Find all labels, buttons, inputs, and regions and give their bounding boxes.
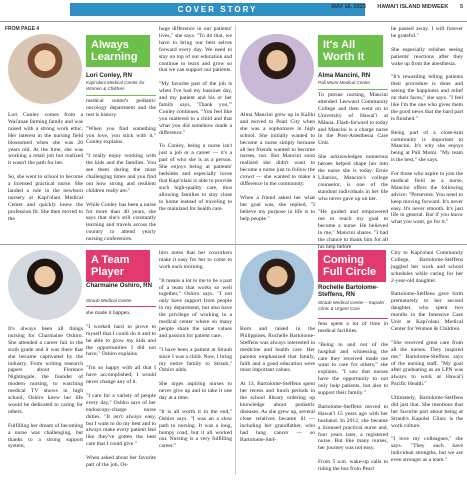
profile-2-photo [240,34,314,104]
profile-1-text-c [159,6,232,240]
profile-1-text-b [86,98,156,243]
profile-1-text-a [8,112,83,240]
profile-1-photo [8,34,82,104]
profile-3-title: A Team Player [86,250,150,282]
profile-3-text-b [86,310,156,476]
section-banner: COVER STORY [70,3,365,16]
profile-3-body: It's always been all things nursing for Charmaine Oshiro. She attended a career fair in the sixth grade and it was there that she became captivated by the industry. From writing research papers about Florence Nightingale, the founder of modern nursing, to watching medical TV shows in high school, Oshiro knew her life would be dedicated to caring for others. Fulfilling her dream of becoming a nurse was challenging, but thanks to a strong support system, [8,326,83,450]
profile-4-body: City to Kapi'olani Community College, Bartolome-Steffens juggled her work and school schedules while caring for her 2-year-old daughter. Bartolome-Steffens gave birth prematurely to her second daughter, who spent two months in the Intensive Care Unit at Kapi'olani Medical Center for Women & Children. "She received great care from all the nurses. They inspired me," Bartolome-Steffens says of the nursing staff. "My goal after graduating as an LPN was always to work at Hawai'i Pacific Health." Ultimately, Bartolome-Steffens did just that. She mentions that her favorite part about being at Straub's Kapolei Clinic is the work culture. "I love my colleagues," she says. "They each have individual strengths, but we are even stronger as a team." [391,250,463,464]
profile-4-rule [318,318,388,319]
profile-1-rule [86,95,156,96]
profile-3-text-a [8,326,83,476]
profile-3-role: Straub Medical Center [86,298,132,303]
paper-name: HAWAI'I ISLAND MIDWEEK [377,4,449,10]
profile-2-text-c [391,26,463,240]
profile-3-body: she made it happen. "I worked hard to prove to myself that I could do it and to be able to grow my kids and the opportunities I did not have," Oshiro explains. "I'm so happy with all that I have accomplished; I would never change any of it. "I care for a variety of people every day," Oshiro says of her endoscopy-charge nurse duties. "It isn't always easy, but I want to do my best and to always make every patient feel like they've gotten the best care that I could give." When asked about her favorite part of the job, Os- [86,310,156,468]
profile-2-body: he passed away. I will forever be grateful." She especially relishes seeing patients' reactions after they wake up from the anesthesia. "It's rewarding telling patients their procedure is done and seeing the happiness and relief on their faces," she says. "I feel like I'm the one who gives them the good news that the hard part is finished." Being part of a close-knit community is important to Mancini. It's why she enjoys being at Pali Momi. "My team is the best," she says. For those who aspire to join the medical field as a nurse, Mancini offers the following advice: "Persevere. You need to keep moving forward. It's never easy. It's never smooth. It's just life in general. But if you know what you want, go for it." [391,26,463,226]
profile-2-role: Pali Momi Medical Center [318,80,371,85]
profile-2-text-b [318,92,388,250]
profile-3-text-c [159,250,232,476]
profile-1-role: Kapi'olani Medical Center for Women & Children [86,80,145,91]
from-page-label: FROM PAGE 4 [5,26,40,32]
profile-4-role: Straub Medical Center – Kapolei Clinic & Urgent Care [318,300,385,311]
page-header [0,0,467,22]
section-divider [0,244,467,245]
profile-3-name: Charmaine Oshiro, RN [86,282,153,289]
column-divider [235,25,236,475]
profile-2-body: To pursue nursing, Mancini attended Leeward Community College and then went on to University of Hawai'i at Mānoa. Flash-forward to today and Mancini is a charge nurse in the Post-Anesthesia Care Unit. She acknowledges numerous heroes helped shape her into the nurse she is today. Ernie Libarios, Mancini's college counselor, is one of the standout individuals in her life who never gave up on her. "He guided and empowered me to reach my goal to become a nurse. He believed in me," Mancini shares. "I had the chance to thank him for all his help before [318,92,388,250]
profile-1-name: Lori Conley, RN [86,72,132,79]
profile-4-name: Rochelle Bartolome-Steffens, RN [318,284,379,298]
profile-1-title: Always Learning [86,35,150,67]
profile-4-text-b [318,321,388,476]
profile-4-body: fens spent a lot of time in medical facilities. "Being in and out of the hospital and witnessing the care they received made me want to care for others," she explains. "I saw that nurses have the opportunity to not only help patients, but also to support their family." Bartolome-Steffens moved to Hawai'i 15 years ago with her husband. In 2012, she became a licensed practical nurse and, four years later, a registered nurse. But like many nurses, her journey was not easy. From 5 a.m. wake-up calls to riding the bus from Pearl [318,321,388,473]
page-number: 5 [459,4,463,10]
profile-2-name: Alma Mancini, RN [318,72,371,79]
profile-4-title: Coming Full Circle [318,250,386,282]
profile-2-text-a [240,112,315,240]
profile-1-body: Lori Conley comes from a Wai'anae farming family and was raised with a strong work ethic. Her interest in the nursing field blossomed when she was 20 years old. At the time, she was working a retail job but realized it wasn't the path for her. So, she went to school to become a licensed practical nurse. She landed a role in the newborn nursery at Kapi'olani Medical Center and quickly knew the profession fit. She then moved to the [8,112,83,222]
profile-2-body: Alma Mancini grew up in Kalihi and moved to Pearl City when she was a sophomore in high school. She initially wanted to become a nurse simply because all her friends wanted to become nurses, too. But Mancini soon realized she didn't want to become a nurse just to follow the crowd — she wanted to make a difference in the community. When a friend asked her what her goal was, she replied, "I believe my purpose in life is to help people." [240,112,315,222]
profile-4-text-a [240,326,315,476]
profile-4-text-c [391,250,463,476]
issue-date: MAY 16, 2023 [331,4,366,10]
profile-1-body: huge difference in our patients' lives," she says. "To do that, we have to bring our best selves forward every day. We need to stay on top of our education and continue to learn and grow so that we can support our patients. "My favorite part of the job is when I've had my bassinet day, and my patient and his or her family says, 'Thank you,'" Conley continues. "You feel like you mattered to a child and that what you did somehow made a difference." To Conley, being a nurse isn't just a job or a career — it's a part of who she is as a person. She enjoys being at patients' bedsides and especially loves that Kapi'olani is able to provide such high-quality care, thus allowing families to stay close to home instead of traveling to the mainland for health care. [159,26,232,212]
header-meta [321,4,463,10]
profile-1-body: medical center's pediatric oncology department and the rest is history. "When you find something you love, you stick with it," Conley explains. "I really enjoy working with the kids and the families. You see them during the most challenging times and you find out how strong and resilient children really are." While Conley has been a nurse for more than 40 years, she says that she's still constantly learning and travels across the country to attend yearly nursing conferences. [86,98,156,243]
profile-2-title: It's All Worth It [318,35,383,67]
profile-3-photo [8,250,82,320]
profile-3-body: hiro notes that her coworkers make it easy for her to come to work each morning. "It means a lot to me to be a part of a team that works so well together," Oshiro says. "I not only have support from people in my department, but also have the privilege of working in a medical center where so many people share the same values and passion for patient care. "I have been a patient at Straub since I was a child. Now, I bring my entire family to Straub," Oshiro adds. She urges aspiring nurses to never give up and to take it one day at a time. "It is all worth it in the end," Oshiro says. "I was an a slow path to nursing. It was a long, bumpy road, but it all worked out. Nursing is a very fulfilling career." [159,250,232,450]
profile-3-rule [86,306,156,307]
profile-2-rule [318,89,388,90]
profile-4-body: Born and raised in the Philippines, Rochelle Bartolome-Steffens was always interested in medicine and health care. Her parents emphasized that family, faith and a good education were most important values. At 13, Bartolome-Steffens spent her recess and lunch periods in the school library ordering up knowledge about pediatric diseases. As she grew up, several close relatives became ill — including her grandfather, who had lung cancer — so Bartolome-Stef- [240,326,315,443]
profile-4-photo [240,250,314,320]
